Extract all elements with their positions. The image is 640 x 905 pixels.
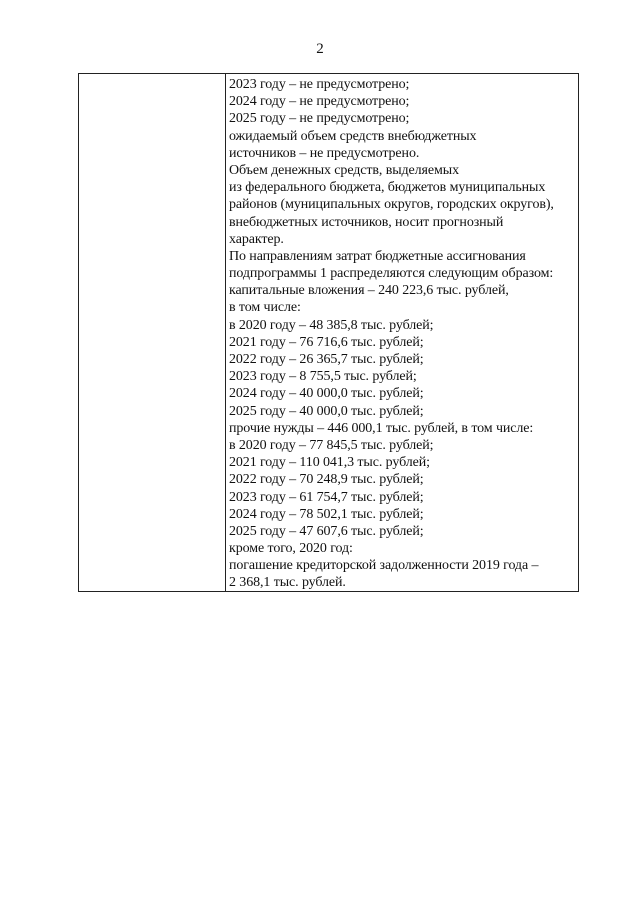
text-line: капитальные вложения – 240 223,6 тыс. рублей, — [229, 283, 509, 299]
text-line: 2025 году – 47 607,6 тыс. рублей; — [229, 523, 424, 539]
text-line: 2024 году – 78 502,1 тыс. рублей; — [229, 506, 424, 522]
text-line: районов (муниципальных округов, городских округов), — [229, 197, 554, 213]
text-line: прочие нужды – 446 000,1 тыс. рублей, в том числе: — [229, 420, 534, 436]
text-line: ожидаемый объем средств внебюджетных — [229, 128, 477, 144]
text-line: 2025 году – не предусмотрено; — [229, 111, 410, 127]
text-line: из федерального бюджета, бюджетов муниципальных — [229, 180, 546, 196]
table-right-cell — [229, 76, 577, 592]
text-line: погашение кредиторской задолженности 2019 года – — [229, 558, 539, 574]
text-line: 2022 году – 70 248,9 тыс. рублей; — [229, 472, 424, 488]
text-line: По направлениям затрат бюджетные ассигнования — [229, 248, 526, 264]
text-line: в том числе: — [229, 300, 301, 316]
text-line: кроме того, 2020 год: — [229, 541, 353, 557]
text-line: в 2020 году – 48 385,8 тыс. рублей; — [229, 317, 434, 333]
text-line: 2 368,1 тыс. рублей. — [229, 575, 346, 591]
text-line: 2021 году – 76 716,6 тыс. рублей; — [229, 334, 424, 350]
text-line: 2024 году – не предусмотрено; — [229, 94, 410, 110]
text-line: характер. — [229, 231, 284, 247]
table-left-cell — [79, 74, 225, 591]
text-line: 2022 году – 26 365,7 тыс. рублей; — [229, 352, 424, 367]
text-line: 2021 году – 110 041,3 тыс. рублей; — [229, 455, 430, 471]
column-divider — [225, 74, 226, 591]
text-line: 2023 году – не предусмотрено; — [229, 77, 410, 92]
document-table — [78, 73, 579, 592]
text-line: источников – не предусмотрено. — [229, 145, 420, 161]
text-line: 2025 году – 40 000,0 тыс. рублей; — [229, 403, 424, 419]
text-line: Объем денежных средств, выделяемых — [229, 162, 459, 178]
text-line: подпрограммы 1 распределяются следующим образом: — [229, 266, 554, 282]
text-line: 2023 году – 8 755,5 тыс. рублей; — [229, 369, 417, 385]
text-line: 2024 году – 40 000,0 тыс. рублей; — [229, 386, 424, 402]
page-number: 2 — [316, 41, 324, 57]
text-line: 2023 году – 61 754,7 тыс. рублей; — [229, 489, 424, 505]
text-line: внебюджетных источников, носит прогнозный — [229, 214, 504, 230]
text-line: в 2020 году – 77 845,5 тыс. рублей; — [229, 437, 434, 453]
